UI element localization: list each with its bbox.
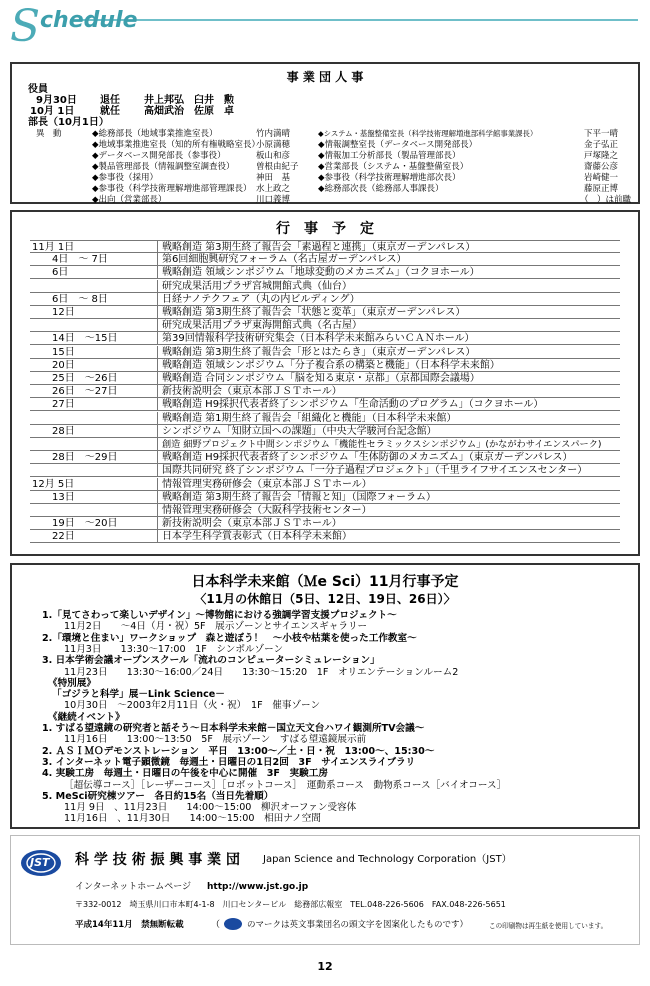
event-row: [30, 359, 620, 372]
right-role-3: ◆情報加工分析部長（製品管理部長）: [318, 151, 461, 161]
event-row: [30, 438, 620, 451]
right-name-2: 金子弘正: [584, 140, 619, 150]
right-name-6: 藤原正博: [584, 184, 619, 194]
event-date: 14日 ～15日: [30, 332, 158, 345]
event-name: 戦略創造 領域シンポジウム「分子複合系の構築と機能」（日本科学未来館）: [162, 359, 500, 371]
event-name: 戦略創造 H9採択代表者終了シンポジウム「生命活動のプログラム」（コクヨホール）: [162, 399, 544, 411]
event-date: 28日: [30, 425, 158, 438]
event-row: [30, 306, 620, 319]
miraikan-title: 日本科学未来館（Ｍe Sci）11月行事予定: [191, 574, 459, 590]
event-row: [30, 346, 620, 359]
left-name-4: 曽根由紀子: [256, 162, 299, 172]
miraikan-line: 「ゴジラと科学」展－Link Science－: [52, 689, 225, 701]
left-role-2: ◆地域事業推進室長（知的所有権戦略室長）: [92, 140, 261, 150]
former-post-note: （ ）は前職: [580, 195, 632, 205]
right-name-4: 齋藤公彦: [584, 162, 619, 172]
page-number: 12: [317, 960, 333, 973]
right-role-4: ◆営業部長（システム・基盤整備室長）: [318, 162, 469, 172]
event-date: 6日 ～ 8日: [30, 293, 158, 306]
event-name: 第6回細胞興研究フォーラム（名古屋ガーデンパレス）: [162, 254, 407, 266]
org-name-en: Japan Science and Technology Corporation（JST）: [263, 854, 512, 865]
page-header: [0, 0, 650, 60]
right-role-6: ◆総務部次長（総務部人事課長）: [318, 184, 444, 194]
miraikan-line: 11月3日 13:30～17:00 1F シンボルゾーン: [64, 643, 284, 655]
event-name: 情報管理実務研修会（東京本部ＪＳＴホール）: [162, 478, 372, 490]
event-date: 6日: [30, 266, 158, 279]
event-name: シンポジウム「知財立国への課題」（中央大学駿河台記念館）: [162, 425, 437, 437]
event-row: [30, 451, 620, 464]
events-box: [10, 210, 640, 556]
right-role-2: ◆情報調整室長（データベース開発部長）: [318, 140, 478, 150]
event-date: 4日 ～ 7日: [30, 253, 158, 266]
personnel-title: 事 業 団 人 事: [286, 70, 364, 84]
header-initial: S: [10, 1, 41, 52]
right-name-3: 戸塚隆之: [584, 151, 619, 161]
jst-logo-text: JST: [30, 856, 50, 869]
left-role-7: ◆出向（営業部長）: [92, 195, 167, 205]
event-row: [30, 517, 620, 530]
event-name: 戦略創造 領域シンポジウム「地球変動のメカニズム」（コクヨホール）: [162, 267, 480, 279]
event-date: 12月 5日: [30, 478, 158, 491]
left-role-1: ◆総務部長（地域事業推進室長）: [92, 129, 218, 139]
event-date: [30, 464, 158, 477]
event-date: 28日 ～29日: [30, 451, 158, 464]
dept-label: 部長（10月1日）: [28, 117, 109, 128]
event-row: [30, 280, 620, 293]
event-date: [30, 280, 158, 293]
event-row: [30, 464, 620, 477]
officers-label: 役員: [28, 84, 48, 95]
org-name-jp: 科 学 技 術 振 興 事 業 団: [75, 852, 240, 868]
event-date: 13日: [30, 491, 158, 504]
miraikan-box: [10, 563, 640, 829]
miraikan-line: 3. 日本学術会議オープンスクール「流れのコンピューターシミュレーション」: [42, 655, 380, 667]
left-name-7: 川口義博: [256, 195, 291, 205]
event-name: 新技術説明会（東京本部ＪＳＴホール）: [162, 518, 342, 530]
officer-name-2: 高畑武治 佐原 卓: [144, 106, 234, 117]
event-name: 戦略創造 第3期生終了報告会「形とはたらき」（東京ガーデンパレス）: [162, 346, 476, 358]
left-role-3: ◆データベース開発部長（参事役）: [92, 151, 226, 161]
right-name-5: 岩崎健一: [584, 173, 619, 183]
event-row: [30, 385, 620, 398]
event-name: 創造 細野プロジェクト中間シンポジウム「機能性セラミックスシンポジウム」(かながわサイエンスパーク): [162, 439, 602, 450]
left-name-1: 竹内満晴: [256, 129, 291, 139]
event-date: 15日: [30, 346, 158, 359]
event-row: [30, 240, 620, 253]
event-date: 25日 ～26日: [30, 372, 158, 385]
homepage-label: インターネットホームページ: [75, 882, 192, 892]
event-date: 11月 1日: [30, 241, 158, 254]
officer-date-1: 9月30日: [36, 95, 77, 106]
event-row: [30, 253, 620, 266]
event-date: [30, 504, 158, 517]
event-name: 戦略創造 第1期生終了報告会「組織化と機能」（日本科学未来館）: [162, 412, 457, 424]
event-row: [30, 372, 620, 385]
event-row: [30, 293, 620, 306]
personnel-box: [10, 62, 640, 204]
event-row: [30, 530, 620, 543]
miraikan-line: ［超伝導コース］［レーザーコース］［ロボットコース］ 運動系コース 動物系コース［バイオコース］: [64, 779, 507, 791]
move-label: 異 動: [36, 129, 62, 139]
event-row: [30, 319, 620, 332]
miraikan-line: 1.「見てさわって楽しいデザイン」～博物館における強調学習支援プロジェクト～: [42, 610, 397, 621]
miraikan-line: 《特別展》: [48, 677, 96, 689]
event-name: 情報管理実務研修会（大阪科学技術センター）: [162, 505, 372, 516]
event-name: 研究成果活用プラザ東海開館式典（名古屋）: [162, 320, 362, 332]
miraikan-line: 《継続イベント》: [48, 711, 125, 723]
event-date: 12日: [30, 306, 158, 319]
event-row: [30, 491, 620, 504]
event-row: [30, 425, 620, 438]
paren-open: （: [211, 920, 221, 930]
event-row: [30, 412, 620, 425]
miraikan-line: 3. インターネット電子顕微鏡 毎週土・日曜日の1日2回 3F サイエンスライブラリ: [42, 756, 416, 768]
event-date: 22日: [30, 530, 158, 543]
event-date: [30, 412, 158, 425]
miraikan-line: 11月 9日 、11月23日 14:00～15:00 柳沢オーファン受容体: [64, 802, 357, 814]
officer-name-1: 井上邦弘 臼井 勲: [144, 95, 234, 106]
event-name: 国際共同研究 終了シンポジウム「一分子過程プロジェクト」（千里ライフサイエンスセンター）: [162, 465, 588, 477]
right-name-1: 下平一晴: [584, 129, 619, 139]
left-role-5: ◆参事役（採用）: [92, 173, 159, 183]
event-row: [30, 266, 620, 279]
left-role-6: ◆参事役（科学技術理解増進部管理課長）: [92, 184, 252, 194]
event-date: 26日 ～27日: [30, 385, 158, 398]
event-row: [30, 504, 620, 517]
right-role-5: ◆参事役（科学技術理解増進部次長）: [318, 173, 461, 183]
events-title: 行 事 予 定: [276, 221, 374, 237]
event-date: 27日: [30, 398, 158, 411]
event-row: [30, 478, 620, 491]
header-rule: [70, 19, 638, 21]
events-table: [12, 240, 638, 550]
miraikan-subtitle: 〈11月の休館日（5日、12日、19日、26日）〉: [194, 592, 456, 606]
event-name: 日本学生科学賞表彰式（日本科学未来館）: [162, 531, 352, 543]
address-line: 〒332-0012 埼玉県川口市本町4-1-8 川口センタービル 総務部広報室 TEL.048-226-5606 FAX.048-226-5651: [75, 900, 506, 909]
jst-mark-icon: [223, 917, 243, 931]
miraikan-list: [12, 610, 638, 825]
recycled-note: この印刷物は再生紙を使用しています。: [489, 922, 608, 930]
event-date: [30, 319, 158, 332]
event-row: [30, 398, 620, 411]
miraikan-line: 11月16日 13:00～13:50 5F 展示ゾーン すばる望遠鏡展示前: [64, 734, 367, 746]
event-row: [30, 332, 620, 345]
copyright-note: 平成14年11月 禁無断転載: [75, 920, 184, 930]
event-date: 20日: [30, 359, 158, 372]
miraikan-line: 5. MeSci研究棟ツアー 各日約15名（当日先着順）: [42, 790, 274, 802]
mark-note: のマークは英文事業団名の頭文字を図案化したものです）: [247, 920, 469, 930]
left-name-3: 板山和彦: [256, 151, 291, 161]
miraikan-line: 11月2日 ～4日（月・祝）5F 展示ゾーンとサイエンスギャラリー: [64, 621, 368, 633]
miraikan-line: 2. ＡＳＩＭＯデモンストレーション 平日 13:00～／土・日・祝 13:00～、15:30～: [42, 745, 435, 757]
miraikan-line: 1. すばる望遠鏡の研究者と話そう～日本科学未来館－国立天文台ハワイ観測所TV会議～: [42, 723, 425, 734]
miraikan-line: 11月16日 、11月30日 14:00～15:00 相田ナノ空間: [64, 813, 321, 825]
event-name: 日経ナノテクフェア（丸の内ビルディング）: [162, 293, 360, 305]
left-name-5: 神田 基: [256, 173, 291, 183]
miraikan-line: 10月30日 ～2003年2月11日（火・祝） 1F 催事ゾーン: [64, 700, 321, 712]
officer-action-1: 退任: [100, 95, 120, 106]
event-name: 研究成果活用プラザ宮城開館式典（仙台）: [162, 280, 352, 292]
event-name: 戦略創造 H9採択代表者終了シンポジウム「生体防御のメカニズム」（東京ガーデンパレス）: [162, 452, 573, 464]
event-date: 19日 ～20日: [30, 517, 158, 530]
event-name: 戦略創造 合同シンポジウム「脳を知る東京・京都」（京都国際会議場）: [162, 373, 480, 384]
event-name: 戦略創造 第3期生終了報告会「情報と知」（国際フォーラム）: [162, 491, 436, 503]
miraikan-line: 11月23日 13:30～16:00／24日 13:30～15:20 1F オリエンテーションルーム2: [64, 666, 459, 678]
header-title: chedule: [40, 8, 138, 33]
event-name: 第39回情報科学技術研究集会（日本科学未来館みらいＣＡＮホール）: [162, 333, 475, 345]
homepage-url[interactable]: http://www.jst.go.jp: [207, 882, 309, 892]
event-name: 戦略創造 第3期生終了報告会「状態と変革」（東京ガーデンパレス）: [162, 307, 466, 318]
right-role-1: ◆システム・基盤整備室長（科学技術理解増進部科学館事業課長）: [318, 129, 538, 138]
miraikan-line: 2.「環境と住まい」ワークショップ 森と遊ぼう！ ～小枝や枯葉を使った工作教室～: [42, 632, 417, 644]
miraikan-line: 4. 実験工房 毎週土・日曜日の午後を中心に開催 3F 実験工房: [42, 768, 328, 780]
left-name-2: 小原満穂: [256, 140, 291, 150]
footer-box: [10, 835, 640, 945]
event-name: 新技術説明会（東京本部ＪＳＴホール）: [162, 386, 342, 398]
officer-action-2: 就任: [100, 106, 120, 117]
event-name: 戦略創造 第3期生終了報告会「素過程と連携」（東京ガーデンパレス）: [162, 242, 476, 253]
left-name-6: 水上政之: [256, 184, 291, 194]
left-role-4: ◆製品管理部長（情報調整室調査役）: [92, 162, 235, 172]
event-date: [30, 438, 158, 451]
officer-date-2: 10月 1日: [30, 106, 75, 117]
